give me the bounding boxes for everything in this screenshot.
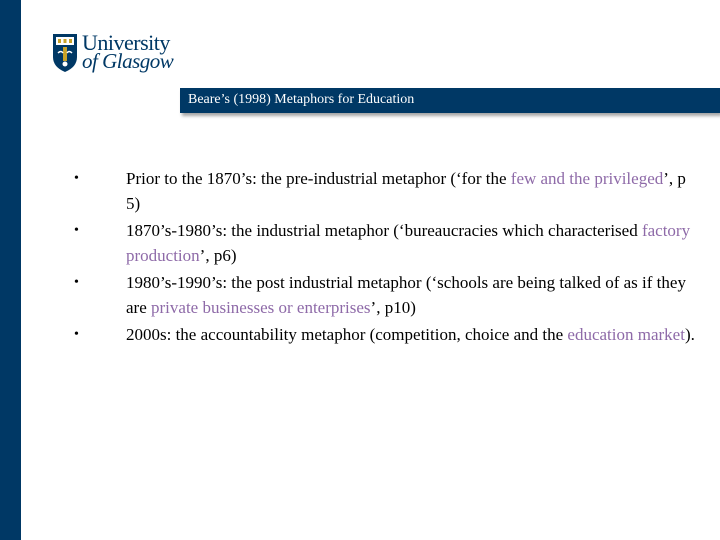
left-color-band: [0, 0, 21, 540]
slide-title: Beare’s (1998) Metaphors for Education: [188, 92, 415, 107]
logo-wordmark: [82, 30, 174, 73]
bullet-highlight: factory production: [126, 221, 691, 265]
bullet-highlight: few and the privileged: [510, 169, 664, 188]
bullet-item: [70, 219, 700, 268]
bullet-text: 1980’s-1990’s: the post industrial metaphor (‘schools are being talked of as if they are: [126, 273, 686, 317]
bullet-dot-icon: •: [74, 275, 79, 290]
logo-line-2: of Glasgow: [82, 49, 174, 73]
bullet-dot-icon: •: [74, 327, 79, 342]
bullet-text-end: ).: [684, 325, 695, 344]
logo-line-1: University: [82, 30, 170, 55]
university-logo: [52, 30, 182, 75]
bullet-highlight: private businesses or enterprises: [151, 297, 371, 317]
bullet-text-end: ’, p10): [370, 297, 416, 317]
bullet-highlight: education market: [567, 325, 685, 344]
bullet-dot-icon: •: [74, 223, 79, 238]
bullet-item: [70, 271, 700, 320]
bullet-list: [70, 167, 700, 351]
bullet-text-end: ’, p6): [199, 245, 237, 265]
bullet-text: Prior to the 1870’s: the pre-industrial metaphor (‘for the: [126, 169, 511, 188]
crest-icon: [52, 33, 78, 73]
bullet-text: 2000s: the accountability metaphor (competition, choice and the: [126, 325, 568, 344]
bullet-text: 1870’s-1980’s: the industrial metaphor (‘bureaucracies which characterised: [126, 221, 642, 240]
bullet-item: [70, 167, 700, 216]
bullet-dot-icon: •: [74, 171, 79, 186]
bullet-text-end: ’, p 5): [126, 169, 686, 213]
bullet-item: [70, 323, 700, 348]
title-bar: [180, 88, 720, 113]
